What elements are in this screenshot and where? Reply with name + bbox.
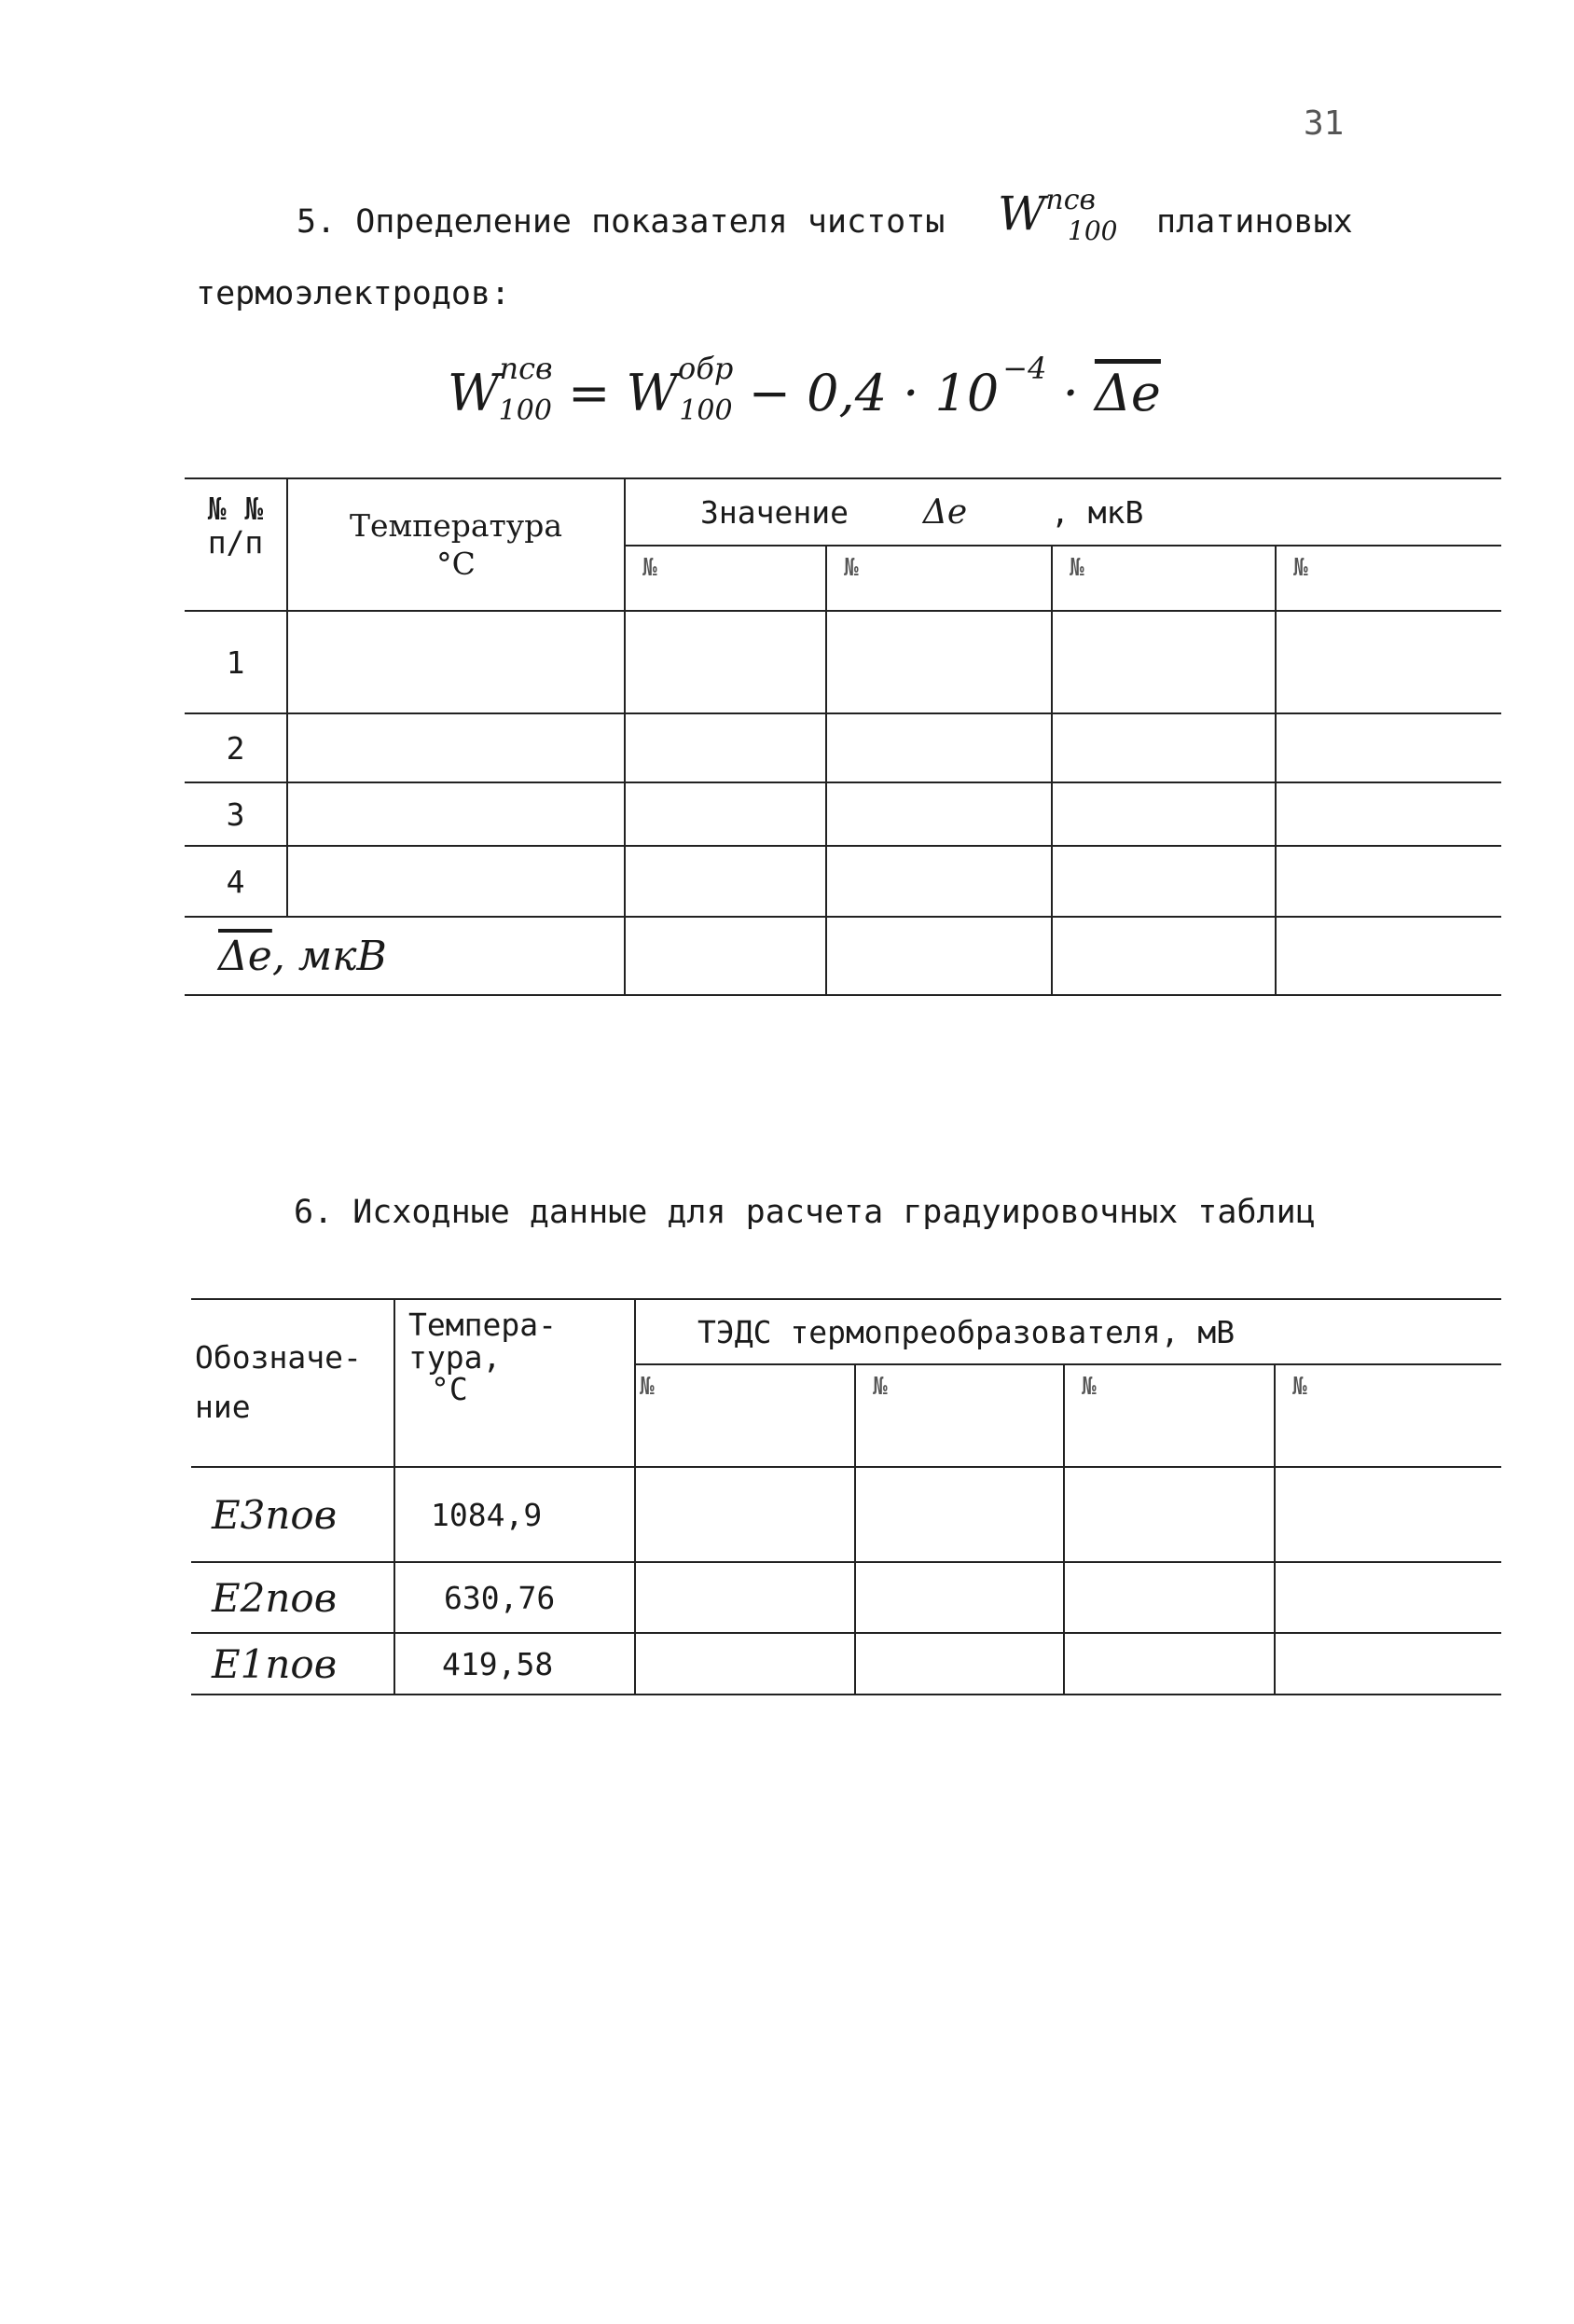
table-cell: [1052, 782, 1276, 846]
table-cell: [287, 611, 625, 713]
calibration-data-table: [191, 1298, 1501, 1695]
table-row: [185, 846, 1501, 917]
table-cell: [1276, 713, 1501, 782]
section5-heading: 5. Определение показателя чистоты: [297, 203, 946, 241]
section6-heading: 6. Исходные данные для расчета градуировочных таблиц: [294, 1194, 1316, 1231]
table-cell: [855, 1562, 1064, 1633]
designation-cell: E2пов: [191, 1562, 394, 1633]
formula-equals: =: [568, 364, 611, 422]
col-header-temperature-label: Температура: [349, 506, 562, 544]
subcol-header-3: №: [1064, 1364, 1275, 1467]
col-header-temperature-unit: °C: [431, 1371, 468, 1408]
purity-table: [185, 477, 1501, 996]
col-header-tedc: ТЭДС термопреобразователя, мВ: [635, 1299, 1501, 1364]
table-cell: [1064, 1562, 1275, 1633]
section5-heading-continuation: термоэлектродов:: [196, 275, 511, 312]
formula-exponent: −4: [1002, 351, 1047, 386]
page-number: 31: [1304, 104, 1345, 143]
table-cell: [826, 846, 1052, 917]
table-cell: [855, 1467, 1064, 1562]
formula-rest: − 0,4 · 10: [732, 364, 1000, 422]
designation-cell: E1пов: [191, 1633, 394, 1695]
formula-lhs-sub: 100: [498, 394, 552, 427]
table-cell: [287, 713, 625, 782]
table-cell: [625, 782, 826, 846]
col-header-value-symbol: Δe: [922, 492, 968, 532]
table-cell: [826, 782, 1052, 846]
table-cell: [1276, 782, 1501, 846]
table-cell: [1052, 611, 1276, 713]
designation-cell: E3пов: [191, 1467, 394, 1562]
table-cell: [826, 713, 1052, 782]
table-cell: [855, 1633, 1064, 1695]
table-cell: [1276, 611, 1501, 713]
formula-mean-delta: $\overline{\Delta e}$: [1094, 364, 1161, 422]
col-header-number: № № п/п: [185, 478, 287, 611]
table-cell: [625, 917, 826, 995]
col-header-temperature-unit: °C: [436, 546, 476, 582]
purity-formula: [448, 351, 1161, 427]
section5-purity-symbol: [998, 184, 1118, 246]
col-header-designation: Обозначе- ние: [191, 1299, 394, 1467]
table-cell: [1052, 917, 1276, 995]
table-cell: [826, 917, 1052, 995]
row-number: 2: [185, 713, 287, 782]
subcol-header-2: №: [855, 1364, 1064, 1467]
table-row: [191, 1467, 1501, 1562]
formula-lhs-sup: псв: [499, 351, 553, 386]
table-cell: [635, 1633, 855, 1695]
table-cell: [287, 846, 625, 917]
formula-rhs-base: W: [626, 364, 679, 422]
table-row: [185, 782, 1501, 846]
row-number: 4: [185, 846, 287, 917]
subcol-header-3: №: [1052, 546, 1276, 611]
table-cell: [1276, 846, 1501, 917]
col-header-temperature: [394, 1299, 635, 1467]
purity-symbol-base: W: [998, 187, 1046, 241]
table-row: [191, 1562, 1501, 1633]
col-header-value-label: Значение: [700, 493, 849, 531]
formula-lhs-base: W: [448, 364, 500, 422]
table-cell: [826, 611, 1052, 713]
table-cell: [1275, 1633, 1501, 1695]
summary-label-symbol: $\overline{\Delta e}$: [218, 932, 272, 980]
table-cell: [625, 713, 826, 782]
table-cell: [625, 846, 826, 917]
col-header-temperature: [287, 478, 625, 611]
table-cell: [1064, 1467, 1275, 1562]
formula-rhs-sup: обр: [678, 351, 734, 386]
col-header-value-unit: , мкВ: [1051, 493, 1144, 531]
table-cell: [1275, 1467, 1501, 1562]
subcol-header-1: №: [635, 1364, 855, 1467]
table-cell: [1052, 846, 1276, 917]
summary-row: [185, 917, 1501, 995]
table-cell: [1276, 917, 1501, 995]
summary-label: [185, 917, 625, 995]
formula-mul: ·: [1046, 364, 1095, 422]
subcol-header-1: №: [625, 546, 826, 611]
table-cell: [287, 782, 625, 846]
table-cell: [635, 1467, 855, 1562]
temperature-cell: 1084,9: [394, 1467, 635, 1562]
row-number: 1: [185, 611, 287, 713]
subcol-header-2: №: [826, 546, 1052, 611]
purity-symbol-sup: псв: [1045, 184, 1096, 217]
table-row: [185, 611, 1501, 713]
col-header-temperature-label: Темпера- тура,: [408, 1307, 557, 1376]
subcol-header-4: №: [1276, 546, 1501, 611]
table-cell: [635, 1562, 855, 1633]
table-cell: [1064, 1633, 1275, 1695]
temperature-cell: 419,58: [394, 1633, 635, 1695]
section5-heading-tail: платиновых: [1156, 203, 1353, 241]
purity-symbol-sub: 100: [1068, 215, 1118, 246]
row-number: 3: [185, 782, 287, 846]
col-header-value: [625, 478, 1501, 546]
table-row: [185, 713, 1501, 782]
table-cell: [1275, 1562, 1501, 1633]
summary-label-unit: , мкВ: [271, 932, 387, 980]
temperature-cell: 630,76: [394, 1562, 635, 1633]
table-cell: [625, 611, 826, 713]
table-row: [191, 1633, 1501, 1695]
subcol-header-4: №: [1275, 1364, 1501, 1467]
table-cell: [1052, 713, 1276, 782]
formula-rhs-sub: 100: [679, 394, 733, 427]
